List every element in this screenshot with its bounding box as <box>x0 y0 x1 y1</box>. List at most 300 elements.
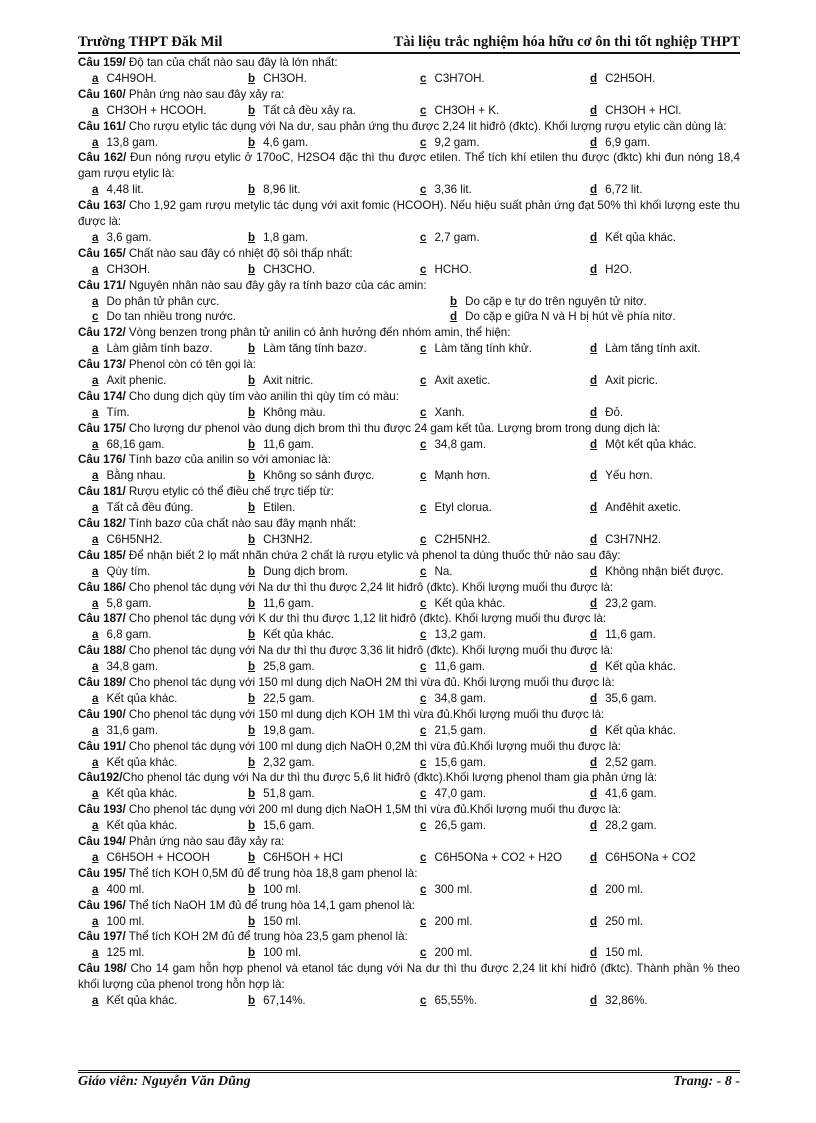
answer-option <box>420 691 590 707</box>
answer-option <box>420 373 590 389</box>
question-number: Câu 160/ <box>78 87 126 101</box>
option-text: Anđêhit axetic. <box>605 501 682 515</box>
option-text: 11,6 gam. <box>605 628 656 642</box>
option-text: 200 ml. <box>605 882 644 896</box>
question-stem <box>78 866 740 882</box>
option-letter: d <box>590 262 598 276</box>
option-text: 100 ml. <box>263 946 302 960</box>
question-stem <box>78 325 740 341</box>
footer-teacher: Giáo viên: Nguyễn Văn Dũng <box>78 1074 251 1089</box>
option-letter: c <box>420 850 427 864</box>
option-letter: b <box>248 819 256 833</box>
option-letter: b <box>248 755 256 769</box>
option-text: 15,6 gam. <box>434 755 487 769</box>
question-stem <box>78 389 740 405</box>
option-text: 22,5 gam. <box>263 691 315 705</box>
answer-option <box>78 723 248 739</box>
question-text: Phản ứng nào sau đây xảy ra: <box>125 835 285 849</box>
option-text: 11,6 gam. <box>263 437 314 451</box>
question-text: Đun nóng rượu etylic ở 170oC, H2SO4 đặc thì thu được etilen. Thể tích khí etilen thu được (đktc) khi đun nóng 18,4 gam rượu etylic là: <box>78 151 740 181</box>
option-letter: c <box>420 469 427 483</box>
answer-option <box>420 500 590 516</box>
option-text: HCHO. <box>434 262 472 276</box>
option-text: 125 ml. <box>106 946 145 960</box>
question-stem <box>78 961 740 993</box>
answer-option <box>420 262 590 278</box>
question-number: Câu 193/ <box>78 803 126 817</box>
answer-option <box>420 182 590 198</box>
question-stem <box>78 421 740 437</box>
answer-option <box>248 755 420 771</box>
option-letter: a <box>92 135 99 149</box>
option-text: 2,52 gam. <box>605 755 657 769</box>
option-letter: b <box>248 691 256 705</box>
option-letter: c <box>420 660 427 674</box>
option-text: Etilen. <box>263 501 296 515</box>
option-text: C2H5OH. <box>605 71 656 85</box>
option-letter: a <box>92 564 99 578</box>
option-letter: b <box>248 914 256 928</box>
option-letter: d <box>590 691 598 705</box>
option-letter: c <box>420 994 427 1008</box>
option-text: Đỏ. <box>605 405 624 419</box>
answer-option <box>248 691 420 707</box>
answer-option <box>78 103 248 119</box>
answer-options <box>78 993 740 1009</box>
option-text: Kết qủa khác. <box>106 691 178 705</box>
answer-options <box>78 373 740 389</box>
option-text: 13,8 gam. <box>106 135 159 149</box>
question-number: Câu 198/ <box>78 962 127 976</box>
answer-option <box>248 373 420 389</box>
option-text: 150 ml. <box>263 914 302 928</box>
answer-option <box>248 262 420 278</box>
question-stem <box>78 834 740 850</box>
option-text: Kết qủa khác. <box>434 596 506 610</box>
answer-option <box>420 596 590 612</box>
answer-options <box>78 914 740 930</box>
answer-options <box>78 627 740 643</box>
option-letter: d <box>590 135 598 149</box>
answer-options <box>78 818 740 834</box>
option-text: Do cặp e tự do trên nguyên tử nitơ. <box>465 294 647 308</box>
question-text: Chất nào sau đây có nhiệt độ sôi thấp nhất: <box>125 246 353 260</box>
option-text: 65,55%. <box>434 994 477 1008</box>
answer-option <box>248 914 420 930</box>
answer-option <box>248 532 420 548</box>
question-number: Câu 163/ <box>78 199 126 213</box>
question-stem <box>78 119 740 135</box>
answer-option <box>420 437 590 453</box>
option-letter: a <box>92 755 99 769</box>
option-text: 300 ml. <box>434 882 473 896</box>
option-letter: d <box>590 628 598 642</box>
answer-option <box>590 262 740 278</box>
option-text: 67,14%. <box>263 994 306 1008</box>
answer-option <box>78 468 248 484</box>
option-text: 2,32 gam. <box>263 755 315 769</box>
answer-option <box>78 230 248 246</box>
option-text: 5,8 gam. <box>106 596 152 610</box>
answer-option <box>420 468 590 484</box>
answer-option <box>590 914 740 930</box>
option-letter: c <box>420 262 427 276</box>
option-letter: a <box>92 469 99 483</box>
answer-option <box>78 341 248 357</box>
answer-option <box>590 182 740 198</box>
option-letter: d <box>590 787 598 801</box>
option-text: 68,16 gam. <box>106 437 165 451</box>
answer-option <box>248 850 420 866</box>
answer-option <box>78 373 248 389</box>
option-letter: d <box>590 596 598 610</box>
question-stem <box>78 929 740 945</box>
answer-option <box>420 341 590 357</box>
answer-option <box>420 818 590 834</box>
option-text: 250 ml. <box>605 914 644 928</box>
option-letter: d <box>590 103 598 117</box>
question-number: Câu 187/ <box>78 612 126 626</box>
option-letter: b <box>248 405 256 419</box>
answer-option <box>78 437 248 453</box>
answer-option <box>420 564 590 580</box>
answer-option <box>78 993 248 1009</box>
option-letter: c <box>420 628 427 642</box>
option-letter: a <box>92 342 99 356</box>
option-letter: b <box>248 183 256 197</box>
answer-option <box>590 437 740 453</box>
answer-options <box>78 437 740 453</box>
option-letter: b <box>248 946 256 960</box>
question-number: Câu 162/ <box>78 151 127 165</box>
answer-option <box>78 309 450 325</box>
answer-options <box>78 135 740 151</box>
option-letter: a <box>92 723 99 737</box>
option-text: Kết qủa khác. <box>605 230 676 244</box>
answer-options <box>78 659 740 675</box>
answer-option <box>590 755 740 771</box>
option-letter: d <box>590 405 598 419</box>
answer-option <box>590 405 740 421</box>
option-letter: b <box>248 723 256 737</box>
option-text: 150 ml. <box>605 946 644 960</box>
option-text: CH3NH2. <box>263 532 313 546</box>
option-letter: a <box>92 914 99 928</box>
option-letter: b <box>248 230 256 244</box>
question-stem <box>78 150 740 182</box>
option-letter: a <box>92 596 99 610</box>
answer-option <box>78 262 248 278</box>
answer-options <box>78 691 740 707</box>
option-letter: d <box>590 230 598 244</box>
answer-option <box>78 755 248 771</box>
option-text: CH3OH + K. <box>434 103 500 117</box>
option-letter: b <box>248 135 256 149</box>
question-number: Câu 181/ <box>78 485 126 499</box>
question-text: Cho rượu etylic tác dụng với Na dư, sau phản ứng thu được 2,24 lit hiđrô (đktc). Khối lượng rượu etylic cần dùng là: <box>125 119 727 133</box>
option-letter: c <box>420 437 427 451</box>
answer-option <box>78 850 248 866</box>
question-stem <box>78 357 740 373</box>
option-letter: a <box>92 994 99 1008</box>
answer-options <box>78 532 740 548</box>
answer-options <box>78 723 740 739</box>
option-text: Tất cả đều xảy ra. <box>263 103 356 117</box>
answer-option <box>78 294 450 310</box>
answer-option <box>248 230 420 246</box>
option-letter: c <box>420 914 427 928</box>
option-text: 3,36 lit. <box>434 183 472 197</box>
question-stem <box>78 87 740 103</box>
option-letter: c <box>420 946 427 960</box>
option-letter: b <box>248 850 256 864</box>
question-number: Câu 196/ <box>78 898 126 912</box>
option-text: 100 ml. <box>263 882 302 896</box>
question-stem <box>78 278 740 294</box>
answer-option <box>590 71 740 87</box>
answer-option <box>248 627 420 643</box>
option-text: Do cặp e giữa N và H bị hút về phía nitơ. <box>465 310 676 324</box>
answer-option <box>420 532 590 548</box>
answer-option <box>78 532 248 548</box>
question-stem <box>78 246 740 262</box>
option-text: 28,2 gam. <box>605 819 657 833</box>
option-letter: b <box>248 103 256 117</box>
answer-option <box>78 914 248 930</box>
option-text: Kết qủa khác. <box>605 723 676 737</box>
option-letter: c <box>420 532 427 546</box>
question-text: Để nhận biết 2 lọ mất nhãn chứa 2 chất là rượu etylic và phenol ta dùng thuốc thử nào sau đây: <box>125 548 621 562</box>
option-text: 4,48 lit. <box>106 183 144 197</box>
answer-option <box>420 230 590 246</box>
option-text: Kết qủa khác. <box>106 819 178 833</box>
answer-option <box>248 135 420 151</box>
option-letter: c <box>92 310 99 324</box>
answer-options <box>78 230 740 246</box>
option-text: CH3OH. <box>106 262 151 276</box>
question-stem <box>78 770 740 786</box>
question-number: Câu 171/ <box>78 278 126 292</box>
answer-option <box>420 945 590 961</box>
option-text: 32,86%. <box>605 994 648 1008</box>
option-letter: a <box>92 532 99 546</box>
question-text: Tính bazơ của anilin so với amoniac là: <box>125 453 331 467</box>
answer-option <box>248 882 420 898</box>
option-letter: b <box>248 994 256 1008</box>
option-letter: a <box>92 691 99 705</box>
option-letter: a <box>92 230 99 244</box>
option-text: Không so sánh được. <box>263 469 375 483</box>
option-letter: a <box>92 405 99 419</box>
answer-option <box>248 103 420 119</box>
option-letter: c <box>420 183 427 197</box>
option-letter: d <box>590 71 598 85</box>
option-letter: b <box>248 262 256 276</box>
question-stem <box>78 198 740 230</box>
option-letter: a <box>92 294 99 308</box>
answer-options <box>78 103 740 119</box>
option-letter: b <box>248 501 256 515</box>
option-text: 200 ml. <box>434 914 473 928</box>
question-text: Cho lượng dư phenol vào dung dịch brom thì thu được 24 gam kết tủa. Lượng brom trong dung dịch là: <box>125 421 661 435</box>
answer-options <box>78 882 740 898</box>
answer-option <box>78 818 248 834</box>
question-number: Câu 191/ <box>78 739 126 753</box>
answer-option <box>420 786 590 802</box>
question-number: Câu 182/ <box>78 517 126 531</box>
option-text: C6H5ONa + CO2 + H2O <box>434 850 563 864</box>
answer-option <box>590 103 740 119</box>
answer-options <box>78 945 740 961</box>
header-school: Trường THPT Đăk Mil <box>78 34 223 50</box>
answer-option <box>420 71 590 87</box>
answer-options <box>78 294 740 310</box>
option-letter: c <box>420 691 427 705</box>
option-text: Làm tăng tính axit. <box>605 342 701 356</box>
question-stem <box>78 739 740 755</box>
question-text: Phenol còn có tên gọi là: <box>125 358 256 372</box>
option-text: 35,6 gam. <box>605 691 657 705</box>
option-letter: a <box>92 183 99 197</box>
option-letter: c <box>420 135 427 149</box>
answer-option <box>78 564 248 580</box>
option-text: C6H5OH + HCl <box>263 850 343 864</box>
question-number: Câu 176/ <box>78 453 126 467</box>
footer-page: Trang: - 8 - <box>673 1074 740 1089</box>
option-letter: c <box>420 596 427 610</box>
question-stem <box>78 898 740 914</box>
question-stem <box>78 802 740 818</box>
option-text: Axit picric. <box>605 373 658 387</box>
answer-option <box>248 500 420 516</box>
option-letter: c <box>420 501 427 515</box>
answer-option <box>420 723 590 739</box>
option-text: Qùy tím. <box>106 564 151 578</box>
option-letter: b <box>248 787 256 801</box>
option-text: Yếu hơn. <box>605 469 653 483</box>
option-text: Làm tăng tính bazơ. <box>263 342 367 356</box>
answer-option <box>248 723 420 739</box>
answer-option <box>248 71 420 87</box>
option-text: Na. <box>434 564 453 578</box>
answer-option <box>590 627 740 643</box>
answer-option <box>248 341 420 357</box>
question-number: Câu 195/ <box>78 866 126 880</box>
answer-option <box>450 309 740 325</box>
question-number: Câu 172/ <box>78 326 126 340</box>
option-letter: a <box>92 850 99 864</box>
question-text: Vòng benzen trong phân tử anilin có ảnh hưởng đến nhóm amin, thể hiện: <box>125 326 511 340</box>
answer-option <box>78 627 248 643</box>
option-text: CH3CHO. <box>263 262 316 276</box>
option-text: 3,6 gam. <box>106 230 152 244</box>
question-number: Câu 159/ <box>78 56 126 69</box>
answer-option <box>78 596 248 612</box>
answer-option <box>248 786 420 802</box>
option-text: C6H5NH2. <box>106 532 163 546</box>
option-text: 8,96 lit. <box>263 183 301 197</box>
option-letter: c <box>420 882 427 896</box>
option-text: Etyl clorua. <box>434 501 492 515</box>
option-letter: b <box>248 564 256 578</box>
question-number: Câu 186/ <box>78 580 126 594</box>
answer-option <box>248 659 420 675</box>
question-text: Phản ứng nào sau đây xảy ra: <box>125 87 285 101</box>
option-letter: b <box>450 294 458 308</box>
option-letter: c <box>420 405 427 419</box>
answer-option <box>590 564 740 580</box>
question-text: Cho phenol tác dụng với Na dư thì thu được 2,24 lit hiđrô (đktc). Khối lượng muối thu được là: <box>125 580 614 594</box>
question-text: Thể tích KOH 0,5M đủ để trung hòa 18,8 gam phenol là: <box>125 866 418 880</box>
answer-option <box>78 405 248 421</box>
option-text: 6,72 lit. <box>605 183 643 197</box>
option-letter: d <box>590 564 598 578</box>
answer-option <box>78 786 248 802</box>
answer-option <box>78 135 248 151</box>
option-letter: d <box>590 946 598 960</box>
option-text: Không màu. <box>263 405 326 419</box>
answer-option <box>78 500 248 516</box>
option-text: 25,8 gam. <box>263 660 315 674</box>
answer-option <box>590 850 740 866</box>
answer-option <box>78 71 248 87</box>
answer-option <box>590 135 740 151</box>
question-number: Câu 175/ <box>78 421 126 435</box>
answer-options <box>78 71 740 87</box>
answer-option <box>248 993 420 1009</box>
option-letter: d <box>590 501 598 515</box>
question-number: Câu 185/ <box>78 548 126 562</box>
answer-option <box>248 564 420 580</box>
option-text: 19,8 gam. <box>263 723 315 737</box>
option-letter: b <box>248 342 256 356</box>
option-text: Axit phenic. <box>106 373 167 387</box>
answer-option <box>590 230 740 246</box>
answer-option <box>248 596 420 612</box>
option-text: Làm tăng tính khử. <box>434 342 532 356</box>
question-text: Cho phenol tác dụng với Na dư thì thu được 5,6 lit hiđrô (đktc).Khối lượng phenol tham gia phản ứng là: <box>122 771 658 785</box>
option-text: 13,2 gam. <box>434 628 487 642</box>
option-text: 41,6 gam. <box>605 787 657 801</box>
option-letter: a <box>92 946 99 960</box>
option-text: 200 ml. <box>434 946 473 960</box>
option-letter: a <box>92 437 99 451</box>
option-text: 34,8 gam. <box>434 437 487 451</box>
question-text: Cho phenol tác dụng với 100 ml dung dịch NaOH 0,2M thì vừa đủ.Khối lượng muối thu được là: <box>125 739 621 753</box>
question-text: Rượu etylic có thể điều chế trực tiếp từ: <box>125 485 334 499</box>
option-text: 31,6 gam. <box>106 723 159 737</box>
option-text: 4,6 gam. <box>263 135 309 149</box>
option-letter: d <box>450 310 458 324</box>
page-header <box>78 34 740 54</box>
option-letter: a <box>92 262 99 276</box>
option-text: 6,8 gam. <box>106 628 152 642</box>
question-text: Cho 14 gam hỗn hợp phenol và etanol tác dụng với Na dư thì thu được 2,24 lit khí hiđrô (đktc). Thành phần % theo khối lượng của phenol trong hỗn hợp là: <box>78 962 740 992</box>
option-letter: b <box>248 596 256 610</box>
option-text: Kết qủa khác. <box>605 660 676 674</box>
option-text: Kết qủa khác. <box>106 787 178 801</box>
question-stem <box>78 611 740 627</box>
page-footer <box>78 1070 740 1090</box>
option-letter: d <box>590 723 598 737</box>
question-stem <box>78 484 740 500</box>
option-text: 11,6 gam. <box>263 596 314 610</box>
question-text: Độ tan của chất nào sau đây là lớn nhất: <box>125 56 338 69</box>
option-text: Dung dịch brom. <box>263 564 349 578</box>
answer-option <box>420 882 590 898</box>
option-text: C3H7NH2. <box>605 532 662 546</box>
option-letter: d <box>590 660 598 674</box>
